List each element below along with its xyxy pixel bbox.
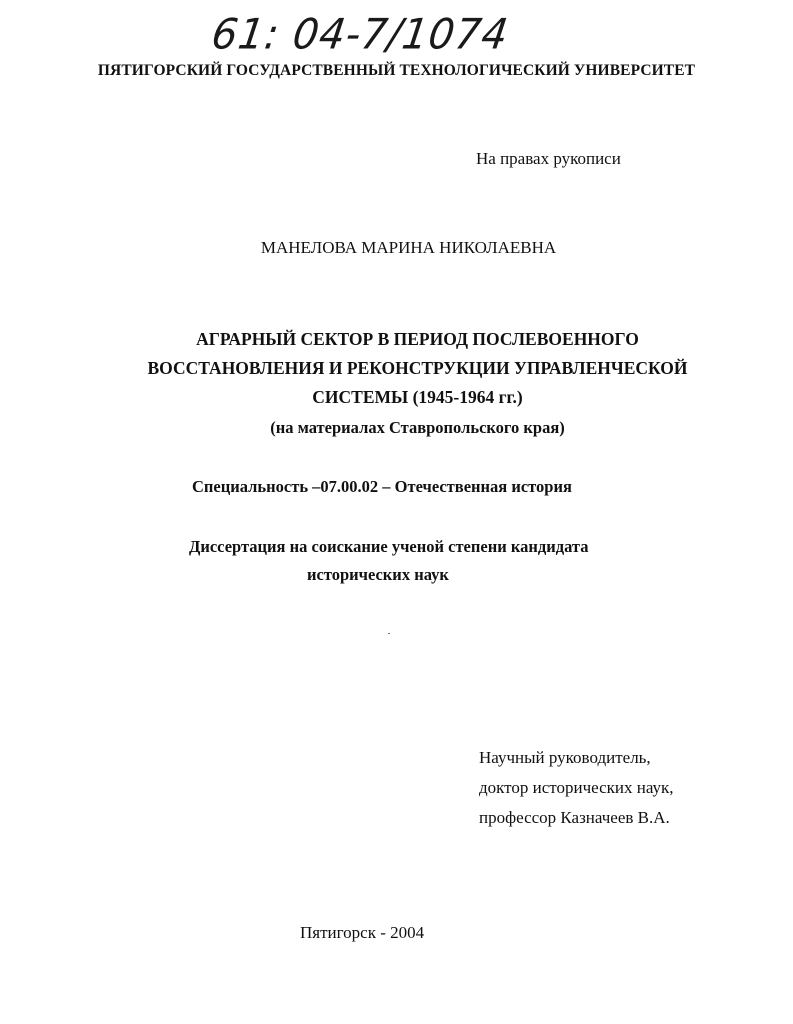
dissertation-title: [0, 325, 793, 412]
author-name: МАНЕЛОВА МАРИНА НИКОЛАЕВНА: [260, 238, 557, 257]
university-name: ПЯТИГОРСКИЙ ГОСУДАРСТВЕННЫЙ ТЕХНОЛОГИЧЕСКИЙ УНИВЕРСИТЕТ: [97, 62, 696, 79]
specialty-line: Специальность –07.00.02 – Отечественная история: [192, 477, 572, 496]
supervisor-degree: доктор исторических наук,: [479, 778, 674, 797]
city-year: Пятигорск - 2004: [300, 923, 425, 942]
title-line-3: СИСТЕМЫ (1945-1964 гг.): [312, 387, 523, 407]
degree-statement-line-1: Диссертация на соискание ученой степени кандидата: [189, 537, 589, 556]
title-line-2: ВОССТАНОВЛЕНИЯ И РЕКОНСТРУКЦИИ УПРАВЛЕНЧЕСКОЙ: [147, 358, 688, 378]
title-line-1: АГРАРНЫЙ СЕКТОР В ПЕРИОД ПОСЛЕВОЕННОГО: [196, 329, 639, 349]
rights-note: На правах рукописи: [476, 149, 621, 168]
supervisor-role: Научный руководитель,: [479, 748, 651, 767]
scan-speck: [388, 633, 390, 634]
supervisor-name: профессор Казначеев В.А.: [479, 808, 670, 827]
dissertation-subtitle: (на материалах Ставропольского края): [270, 418, 565, 437]
degree-statement-line-2: исторических наук: [307, 565, 449, 584]
handwritten-catalog-number: 61: 04-7/1074: [208, 10, 512, 60]
supervisor-block: [479, 743, 674, 833]
